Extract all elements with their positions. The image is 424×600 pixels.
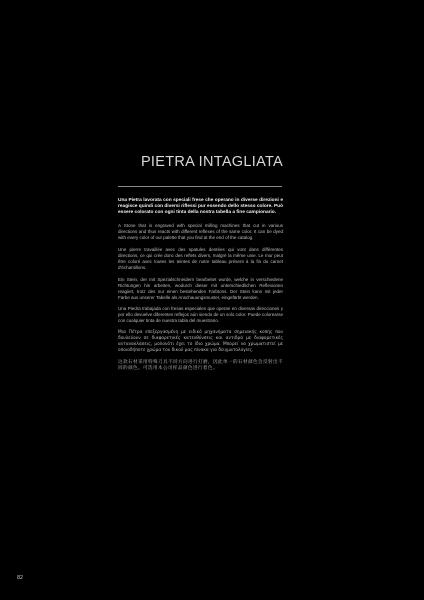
page-title: PIETRA INTAGLIATA bbox=[140, 154, 284, 170]
page-number: 82 bbox=[17, 575, 24, 581]
title-divider bbox=[118, 186, 282, 187]
paragraph-french: Une pierre travaillée avec des spatules dentées qui vont dans différentes directions, ce qui crée donc des reflets divers, malgré la même unie. Le mur peut être coloré avec toutes les teintes de notre tableau présent à la fin du carnet d'échantillons. bbox=[118, 246, 283, 271]
paragraph-spanish: Una Piedra trabajada con fresas especiales que operan en diversas direcciones y por ello devuelve diferentes reflejos aún siendo de un solo color. Puede colorearse con cualquier tinta de nuestra tabla del muestrario. bbox=[118, 306, 283, 324]
description-block bbox=[118, 198, 283, 378]
paragraph-italian: Una Pietra lavorata con speciali frese che operano in diverse direzioni e reagisce quindi con diversi riflessi pur essendo dello stesso colore. Può essere colorato con ogni tinta della nostra tabella a fine campionario. bbox=[118, 198, 284, 216]
paragraph-greek: Μια Πέτρα επεξεργασμένη με ειδικό μηχανήματα σημειακής κοπής που δουλεύουν σε διαφορετικές κατευθύνσεις και αντιδρά με διαφορετικές αντανακλάσεις, μολονότι έχει το ίδιο χρώμα. Μπορεί να χρωματιστεί με οποιοδήποτε χρώμα του δικού μας πίνακα για δειγματολογίες. bbox=[118, 329, 283, 354]
paragraph-english: A Stone that is engraved with special milling machines that cut in various directions and thus reacts with different reflexes of the same color. It can be dyed with every color of our palette that you find at the end of the catalog. bbox=[118, 223, 283, 241]
paragraph-german: Ein Stein, der mit Spezialschneidern bearbeitet wurde, welche in verschiedene Richtungen hin arbeiten, wodurch dieser mit unterschiedlichen Reflexionen reagiert, trotz des nur einen bestehenden Farbtons. Der Stein kann mit jeder Farbe aus unserer Tabelle als Anschauungsmuster, eingefärbt werden. bbox=[118, 276, 283, 300]
paragraph-chinese: 这款石材采用特殊刀具不同方向进行打磨，因此单一的石材颜色会反射出不同的颜色。可选用本公司样品颜色进行着色。 bbox=[118, 359, 283, 372]
